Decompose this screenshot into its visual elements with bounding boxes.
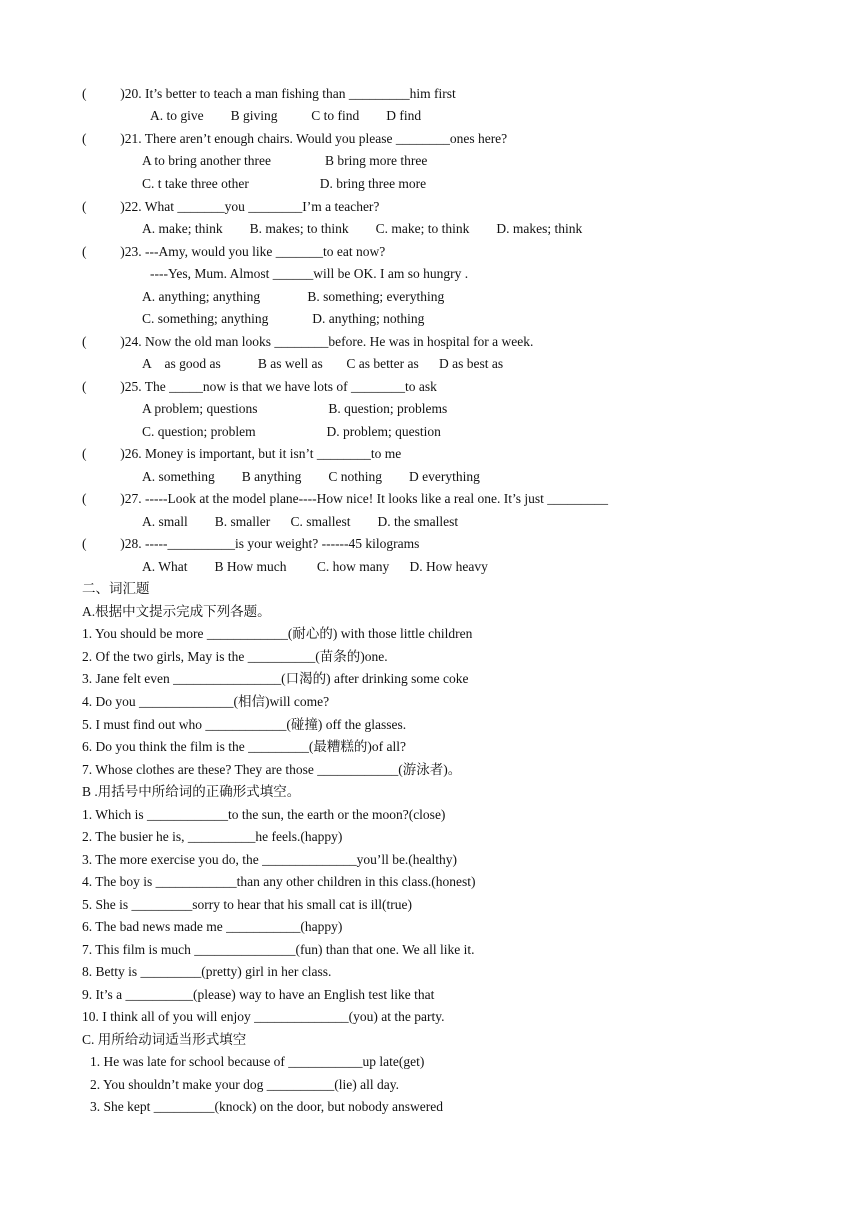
part-b-item-5: 5. She is _________sorry to hear that his small cat is ill(true) <box>82 897 412 912</box>
part-a-item-2: 2. Of the two girls, May is the __________(苗条的)one. <box>82 649 388 664</box>
question-28: ( )28. -----__________is your weight? ------45 kilograms <box>82 536 420 551</box>
part-a-item-5: 5. I must find out who ____________(碰撞) off the glasses. <box>82 717 407 732</box>
question-23-options-row2: C. something; anything D. anything; nothing <box>142 311 425 326</box>
part-b-item-10: 10. I think all of you will enjoy ______________(you) at the party. <box>82 1009 445 1024</box>
part-b-item-7: 7. This film is much _______________(fun) than that one. We all like it. <box>82 942 475 957</box>
part-c-item-2: 2. You shouldn’t make your dog __________(lie) all day. <box>90 1077 399 1092</box>
question-26: ( )26. Money is important, but it isn’t ________to me <box>82 446 402 461</box>
part-b-title: B .用括号中所给词的正确形式填空。 <box>82 784 301 799</box>
part-a-title: A.根据中文提示完成下列各题。 <box>82 604 271 619</box>
part-b-item-9: 9. It’s a __________(please) way to have an English test like that <box>82 987 435 1002</box>
question-25: ( )25. The _____now is that we have lots of ________to ask <box>82 379 437 394</box>
part-b-item-1: 1. Which is ____________to the sun, the earth or the moon?(close) <box>82 807 446 822</box>
question-23-reply: ----Yes, Mum. Almost ______will be OK. I am so hungry . <box>150 266 469 281</box>
question-23-options-row1: A. anything; anything B. something; everything <box>142 289 445 304</box>
question-23: ( )23. ---Amy, would you like _______to eat now? <box>82 244 386 259</box>
part-b-item-4: 4. The boy is ____________than any other children in this class.(honest) <box>82 874 476 889</box>
question-28-options: A. What B How much C. how many D. How heavy <box>142 559 488 574</box>
part-a-item-6: 6. Do you think the film is the _________(最糟糕的)of all? <box>82 739 406 754</box>
question-25-options-row2: C. question; problem D. problem; question <box>142 424 441 439</box>
part-b-item-6: 6. The bad news made me ___________(happy) <box>82 919 343 934</box>
question-26-options: A. something B anything C nothing D everything <box>142 469 480 484</box>
part-c-title: C. 用所给动词适当形式填空 <box>82 1032 247 1047</box>
question-21-options-row2: C. t take three other D. bring three more <box>142 176 427 191</box>
question-22: ( )22. What _______you ________I’m a teacher? <box>82 199 380 214</box>
question-24-options: A as good as B as well as C as better as D as best as <box>142 356 504 371</box>
part-a-item-3: 3. Jane felt even ________________(口渴的) after drinking some coke <box>82 671 469 686</box>
question-21: ( )21. There aren’t enough chairs. Would you please ________ones here? <box>82 131 508 146</box>
section-heading-vocab: 二、词汇题 <box>82 581 150 596</box>
part-b-item-8: 8. Betty is _________(pretty) girl in her class. <box>82 964 332 979</box>
part-a-item-7: 7. Whose clothes are these? They are those ____________(游泳者)。 <box>82 762 462 777</box>
part-b-item-3: 3. The more exercise you do, the ______________you’ll be.(healthy) <box>82 852 458 867</box>
question-25-options-row1: A problem; questions B. question; problems <box>142 401 448 416</box>
part-c-item-3: 3. She kept _________(knock) on the door, but nobody answered <box>90 1099 444 1114</box>
question-20-options: A. to give B giving C to find D find <box>150 108 422 123</box>
question-22-options: A. make; think B. makes; to think C. make; to think D. makes; think <box>142 221 583 236</box>
question-21-options-row1: A to bring another three B bring more three <box>142 153 428 168</box>
question-20: ( )20. It’s better to teach a man fishing than _________him first <box>82 86 456 101</box>
part-a-item-1: 1. You should be more ____________(耐心的) with those little children <box>82 626 473 641</box>
part-c-item-1: 1. He was late for school because of ___________up late(get) <box>90 1054 425 1069</box>
question-27-options: A. small B. smaller C. smallest D. the smallest <box>142 514 459 529</box>
part-b-item-2: 2. The busier he is, __________he feels.(happy) <box>82 829 343 844</box>
part-a-item-4: 4. Do you ______________(相信)will come? <box>82 694 330 709</box>
question-27: ( )27. -----Look at the model plane----How nice! It looks like a real one. It’s just _________ <box>82 491 608 506</box>
question-24: ( )24. Now the old man looks ________before. He was in hospital for a week. <box>82 334 534 349</box>
